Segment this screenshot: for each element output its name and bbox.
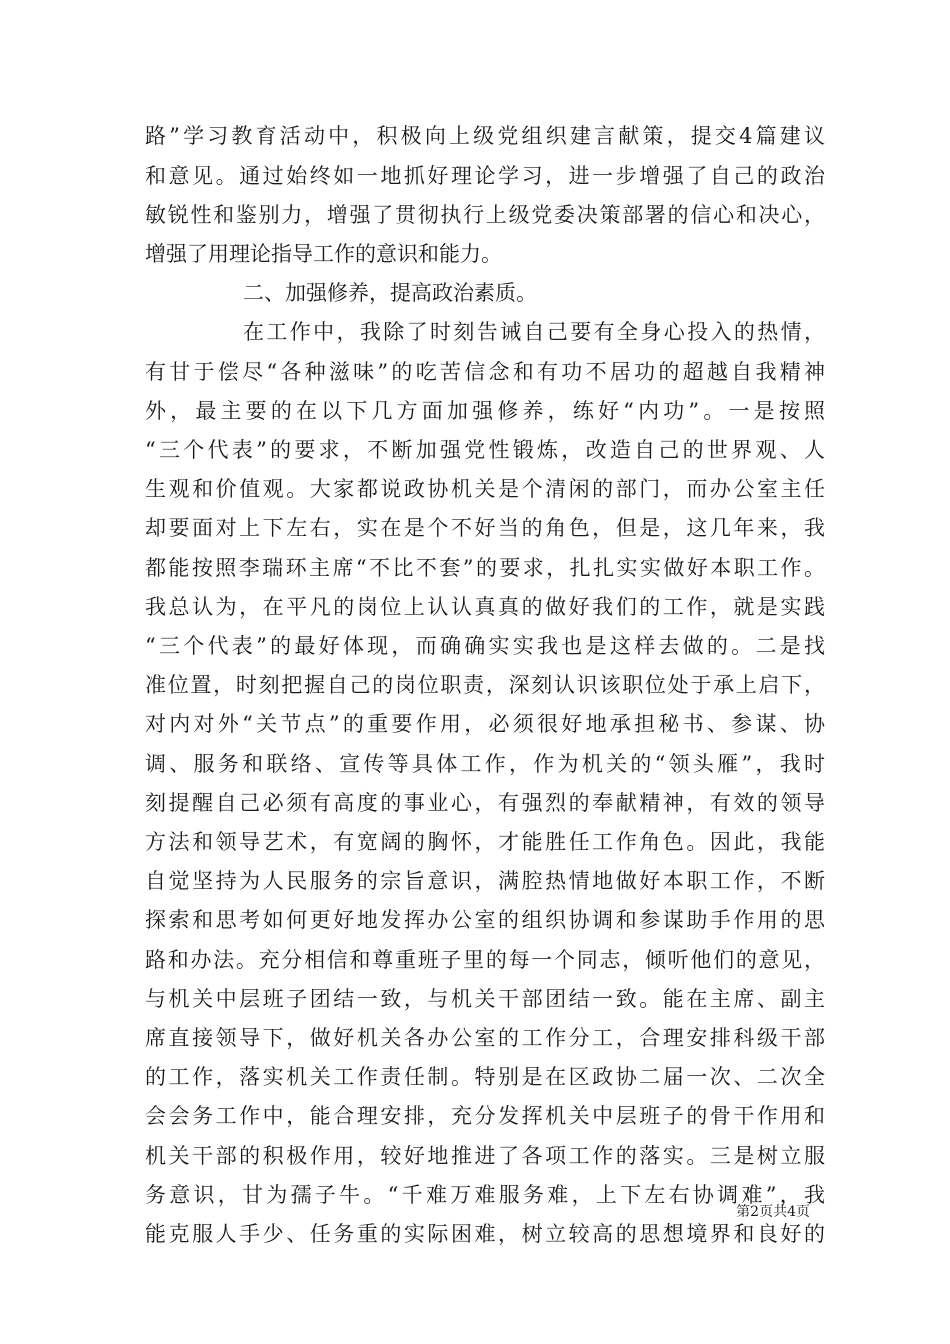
text-line: 调、服务和联络、宣传等具体工作，作为机关的“领头雁”，我时 — [145, 752, 825, 776]
text-line: 席直接领导下，做好机关各办公室的工作分工，合理安排科级干部 — [145, 1026, 825, 1050]
text-line: 的工作，落实机关工作责任制。特别是在区政协二届一次、二次全 — [145, 1065, 825, 1089]
text-line: 路和办法。充分相信和尊重班子里的每一个同志，倾听他们的意见， — [145, 948, 825, 972]
text-line: 准位置，时刻把握自己的岗位职责，深刻认识该职位处于承上启下， — [145, 673, 825, 697]
text-line: 在工作中，我除了时刻告诫自己要有全身心投入的热情， — [243, 320, 825, 344]
text-line: 自觉坚持为人民服务的宗旨意识，满腔热情地做好本职工作，不断 — [145, 869, 825, 893]
text-line: 生观和价值观。大家都说政协机关是个清闲的部门，而办公室主任 — [145, 477, 825, 501]
text-line: 我总认为，在平凡的岗位上认认真真的做好我们的工作，就是实践 — [145, 595, 825, 619]
text-line: 和意见。通过始终如一地抓好理论学习，进一步增强了自己的政治 — [145, 164, 825, 188]
text-line: 外，最主要的在以下几方面加强修养，练好“内功”。一是按照 — [145, 399, 825, 423]
text-line: 能克服人手少、任务重的实际困难，树立较高的思想境界和良好的 — [145, 1222, 825, 1246]
text-line: 会会务工作中，能合理安排，充分发挥机关中层班子的骨干作用和 — [145, 1104, 825, 1128]
text-line: 方法和领导艺术，有宽阔的胸怀，才能胜任工作角色。因此，我能 — [145, 830, 825, 854]
text-line: 敏锐性和鉴别力，增强了贯彻执行上级党委决策部署的信心和决心， — [145, 203, 825, 227]
text-line: 路”学习教育活动中，积极向上级党组织建言献策，提交4篇建议 — [145, 124, 825, 148]
text-line: 都能按照李瑞环主席“不比不套”的要求，扎扎实实做好本职工作。 — [145, 556, 825, 580]
text-line: “三个代表”的最好体现，而确确实实我也是这样去做的。二是找 — [145, 634, 825, 658]
text-line: 与机关中层班子团结一致，与机关干部团结一致。能在主席、副主 — [145, 987, 825, 1011]
text-line: 刻提醒自己必须有高度的事业心，有强烈的奉献精神，有效的领导 — [145, 791, 825, 815]
page-number-footer: 第2页共4页 — [736, 1204, 810, 1220]
section-heading: 二、加强修养，提高政治素质。 — [243, 281, 537, 305]
text-line: 对内对外“关节点”的重要作用，必须很好地承担秘书、参谋、协 — [145, 712, 825, 736]
text-line: 务意识，甘为孺子牛。“千难万难服务难，上下左右协调难”，我 — [145, 1183, 825, 1207]
text-line: 机关干部的积极作用，较好地推进了各项工作的落实。三是树立服 — [145, 1144, 825, 1168]
text-line: 增强了用理论指导工作的意识和能力。 — [145, 242, 502, 266]
text-line: “三个代表”的要求，不断加强党性锻炼，改造自己的世界观、人 — [145, 438, 825, 462]
text-line: 却要面对上下左右，实在是个不好当的角色，但是，这几年来，我 — [145, 516, 825, 540]
text-line: 探索和思考如何更好地发挥办公室的组织协调和参谋助手作用的思 — [145, 908, 825, 932]
text-line: 有甘于偿尽“各种滋味”的吃苦信念和有功不居功的超越自我精神 — [145, 360, 825, 384]
